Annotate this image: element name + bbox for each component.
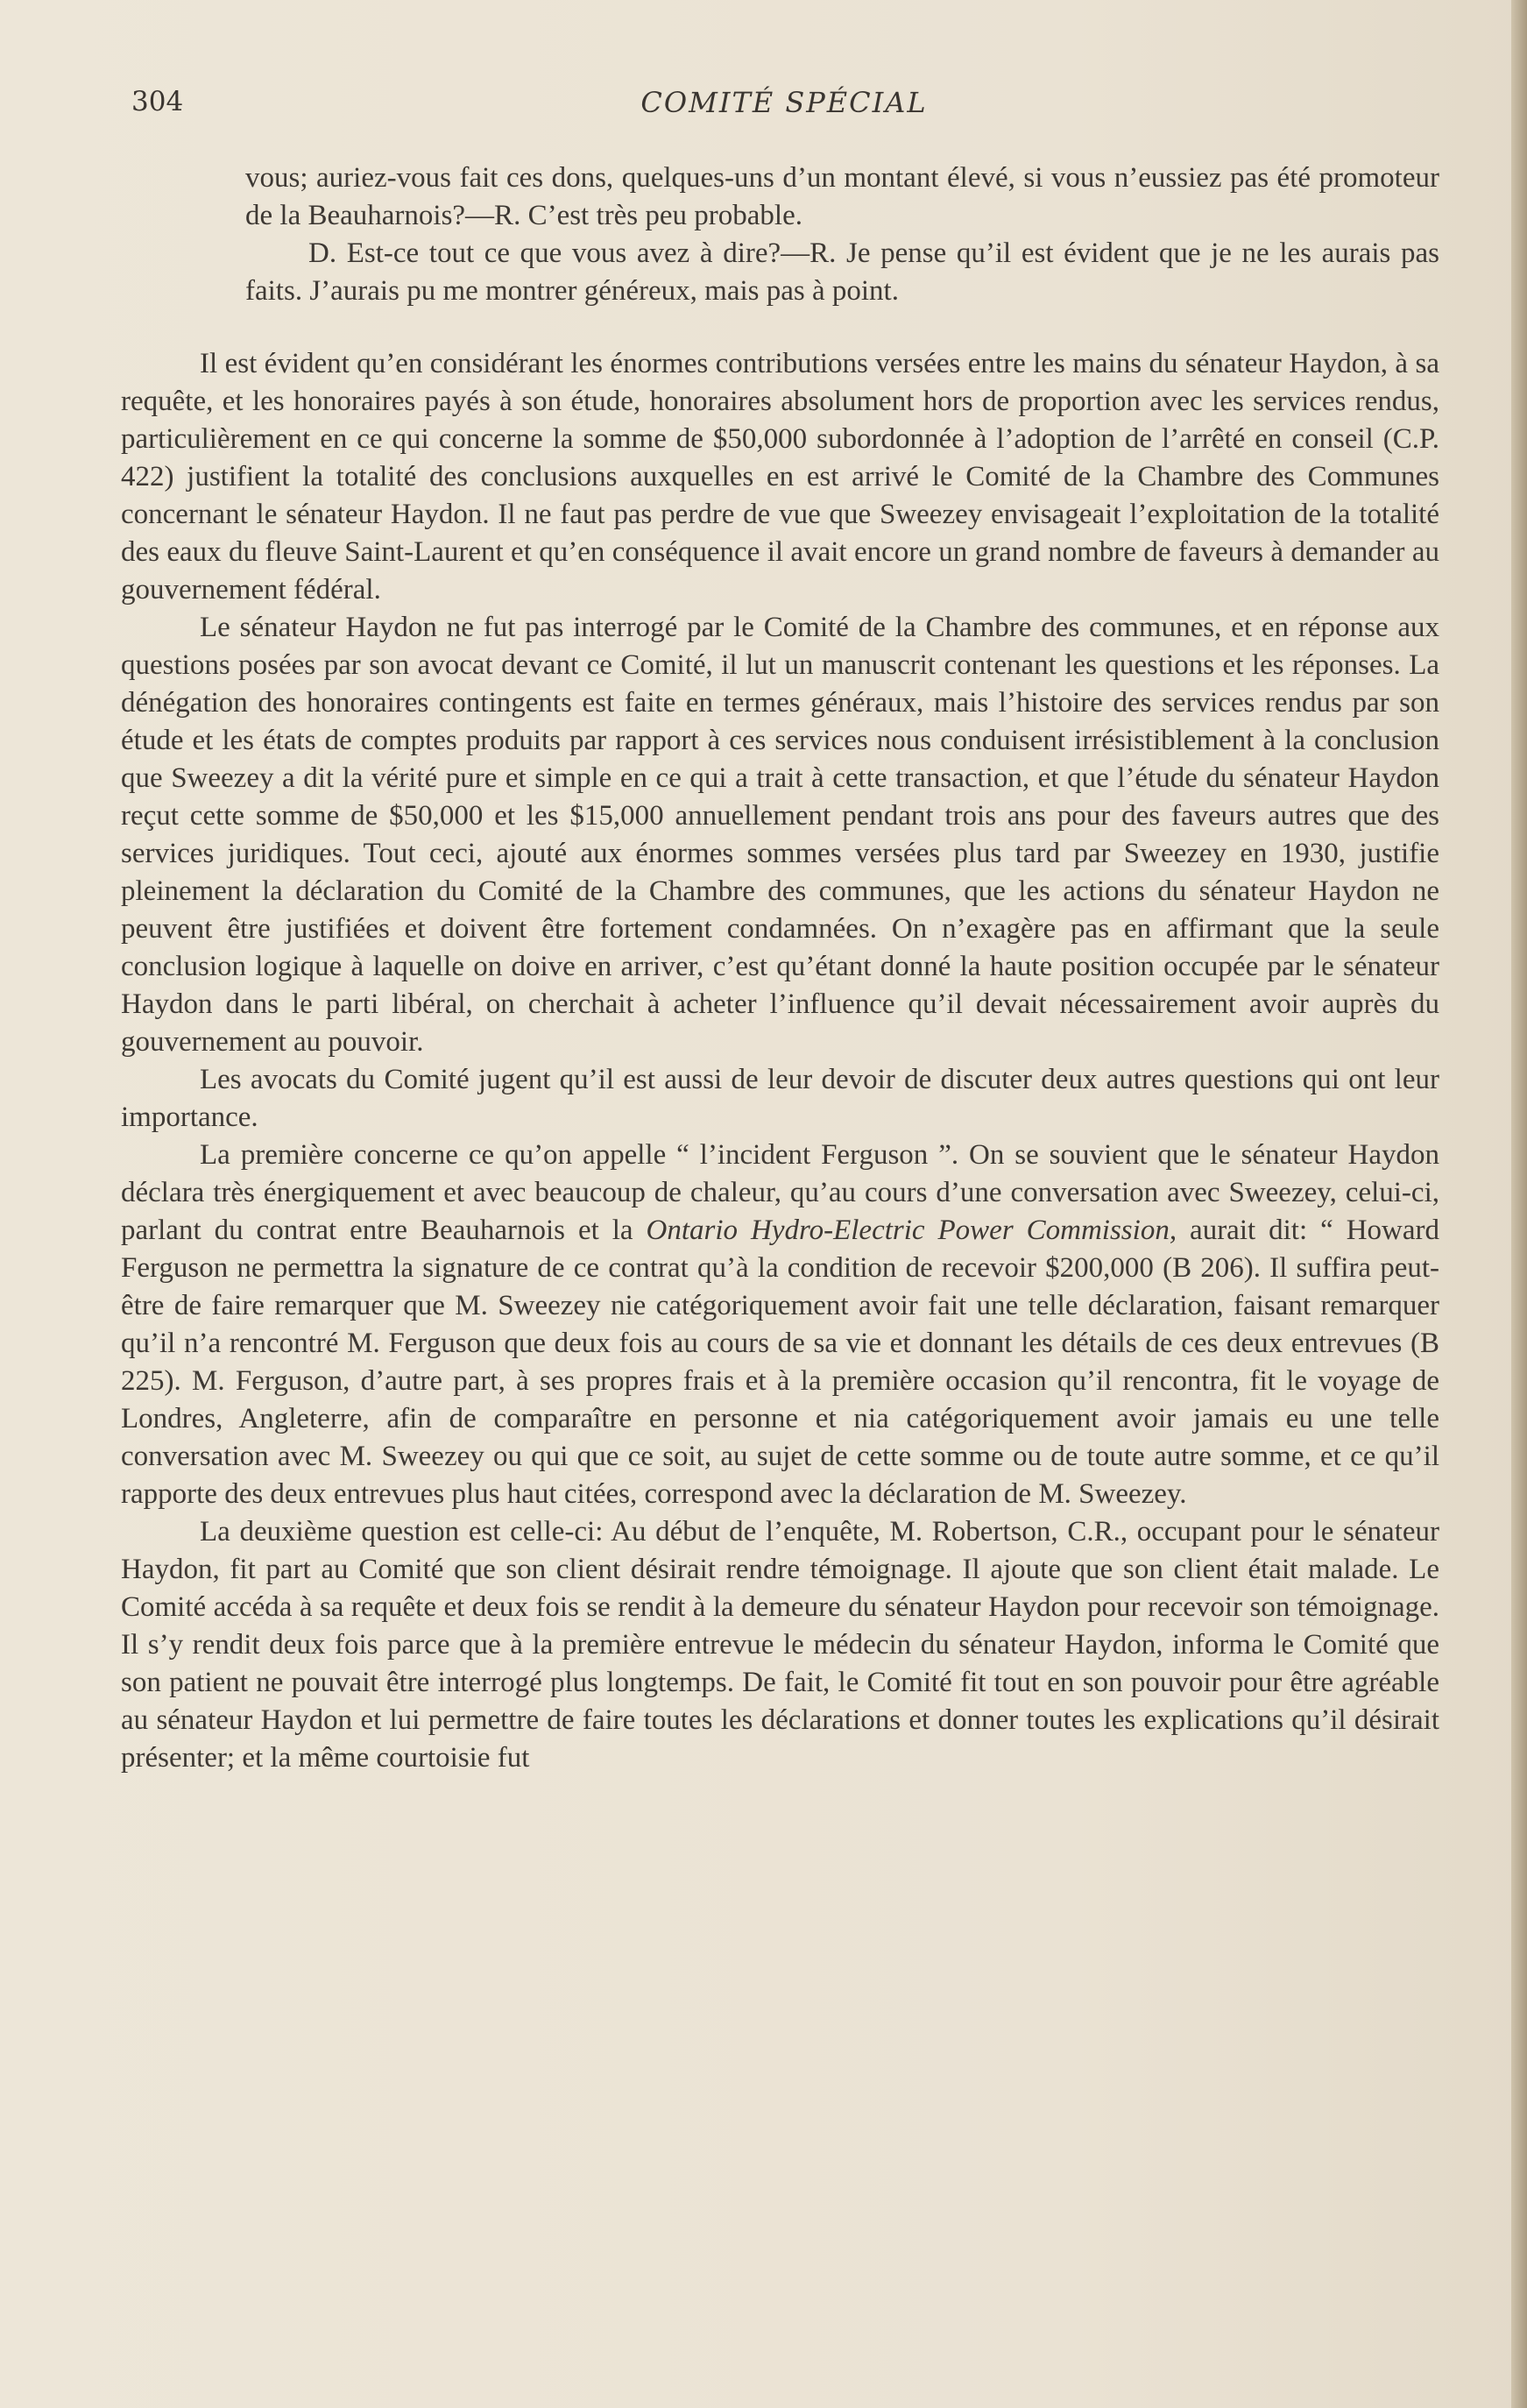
paragraph-other-questions: Les avocats du Comité jugent qu’il est aussi de leur devoir de discuter deux autres questions qui ont leur importance. — [121, 1064, 1439, 1133]
paragraph-contributions: Il est évident qu’en considérant les énormes contributions versées entre les mains du sénateur Haydon, à sa requête, et les honoraires payés à son étude, honoraires absolument hors de proportion avec les services rendus, particulièrement en ce qui concerne la somme de $50,000 subordonnée à l’adoption de l’arrêté en conseil (C.P. 422) justifient la totalité des conclusions auxquelles en est arrivé le Comité de la Chambre des Communes concernant le sénateur Haydon. Il ne faut pas perdre de vue que Sweezey envisageait l’exploitation de la totalité des eaux du fleuve Saint-Laurent et qu’en conséquence il avait encore un grand nombre de faveurs à demander au gouvernement fédéral. — [121, 348, 1439, 606]
testimony-answer-continuation: vous; auriez-vous fait ces dons, quelques-uns d’un montant élevé, si vous n’eussiez pas été promoteur de la Beauharnois?—R. C’est très peu probable. — [245, 162, 1439, 231]
page-content — [121, 159, 1439, 1777]
testimony-excerpt — [245, 159, 1439, 310]
running-head: COMITÉ SPÉCIAL — [640, 86, 928, 119]
paragraph-ferguson-incident — [121, 1137, 1439, 1513]
page-binding-edge — [1511, 0, 1527, 2408]
ferguson-text-before: La première concerne ce qu’on appelle “ l’incident Ferguson ”. On se souvient que le sénateur Haydon déclara très énergiquement et avec beaucoup de chaleur, qu’au cours d’une conversation avec Sweezey, celui-ci, parlant du contrat entre Beauharnois et la — [121, 1139, 1439, 1246]
ferguson-text-after: aurait dit: “ Howard Ferguson ne permettra la signature de ce contrat qu’à la condition de recevoir $200,000 (B 206). Il suffira peut-être de faire remarquer que M. Sweezey nie catégoriquement avoir fait une telle déclaration, faisant remarquer qu’il n’a rencontré M. Ferguson que deux fois au cours de sa vie et donnant les détails de ces deux entrevues (B 225). M. Ferguson, d’autre part, à ses propres frais et à la première occasion qu’il rencontra, fit le voyage de Londres, Angleterre, afin de comparaître en personne et nia catégoriquement avoir jamais eu une telle conversation avec M. Sweezey ou qui que ce soit, au sujet de cette somme ou de toute autre somme, et ce qu’il rapporte des deux entrevues plus haut citées, correspond avec la déclaration de M. Sweezey. — [121, 1215, 1440, 1510]
testimony-question: D. Est-ce tout ce que vous avez à dire?—R. Je pense qu’il est évident que je ne les aurais pas faits. J’aurais pu me montrer généreux, mais pas à point. — [245, 237, 1439, 307]
paragraph-second-question: La deuxième question est celle-ci: Au début de l’enquête, M. Robertson, C.R., occupant pour le sénateur Haydon, fit part au Comité que son client désirait rendre témoignage. Il ajoute que son client était malade. Le Comité accéda à sa requête et deux fois se rendit à la demeure du sénateur Haydon pour recevoir son témoignage. Il s’y rendit deux fois parce que à la première entrevue le médecin du sénateur Haydon, informa le Comité que son patient ne pouvait être interrogé plus longtemps. De fait, le Comité fit tout en son pouvoir pour être agréable au sénateur Haydon et lui permettre de faire toutes les déclarations et donner toutes les explications qu’il désirait présenter; et la même courtoisie fut — [121, 1516, 1439, 1774]
body-text — [121, 345, 1439, 1777]
page-number: 304 — [131, 86, 184, 117]
ferguson-text-italic: Ontario Hydro-Electric Power Commission, — [646, 1215, 1177, 1246]
paragraph-haydon-interrogation: Le sénateur Haydon ne fut pas interrogé par le Comité de la Chambre des communes, et en réponse aux questions posées par son avocat devant ce Comité, il lut un manuscrit contenant les questions et les réponses. La dénégation des honoraires contingents est faite en termes généraux, mais l’histoire des services rendus par son étude et les états de comptes produits par rapport à ces services nous conduisent irrésistiblement à la conclusion que Sweezey a dit la vérité pure et simple en ce qui a trait à cette transaction, et que l’étude du sénateur Haydon reçut cette somme de $50,000 et les $15,000 annuellement pendant trois ans pour des faveurs autres que des services juridiques. Tout ceci, ajouté aux énormes sommes versées plus tard par Sweezey en 1930, justifie pleinement la déclaration du Comité de la Chambre des communes, que les actions du sénateur Haydon ne peuvent être justifiées et doivent être fortement condamnées. On n’exagère pas en affirmant que la seule conclusion logique à laquelle on doive en arriver, c’est qu’étant donné la haute position occupée par le sénateur Haydon dans le parti libéral, on cherchait à acheter l’influence qu’il devait nécessairement avoir auprès du gouvernement au pouvoir. — [121, 612, 1439, 1058]
page-header — [131, 86, 1437, 130]
